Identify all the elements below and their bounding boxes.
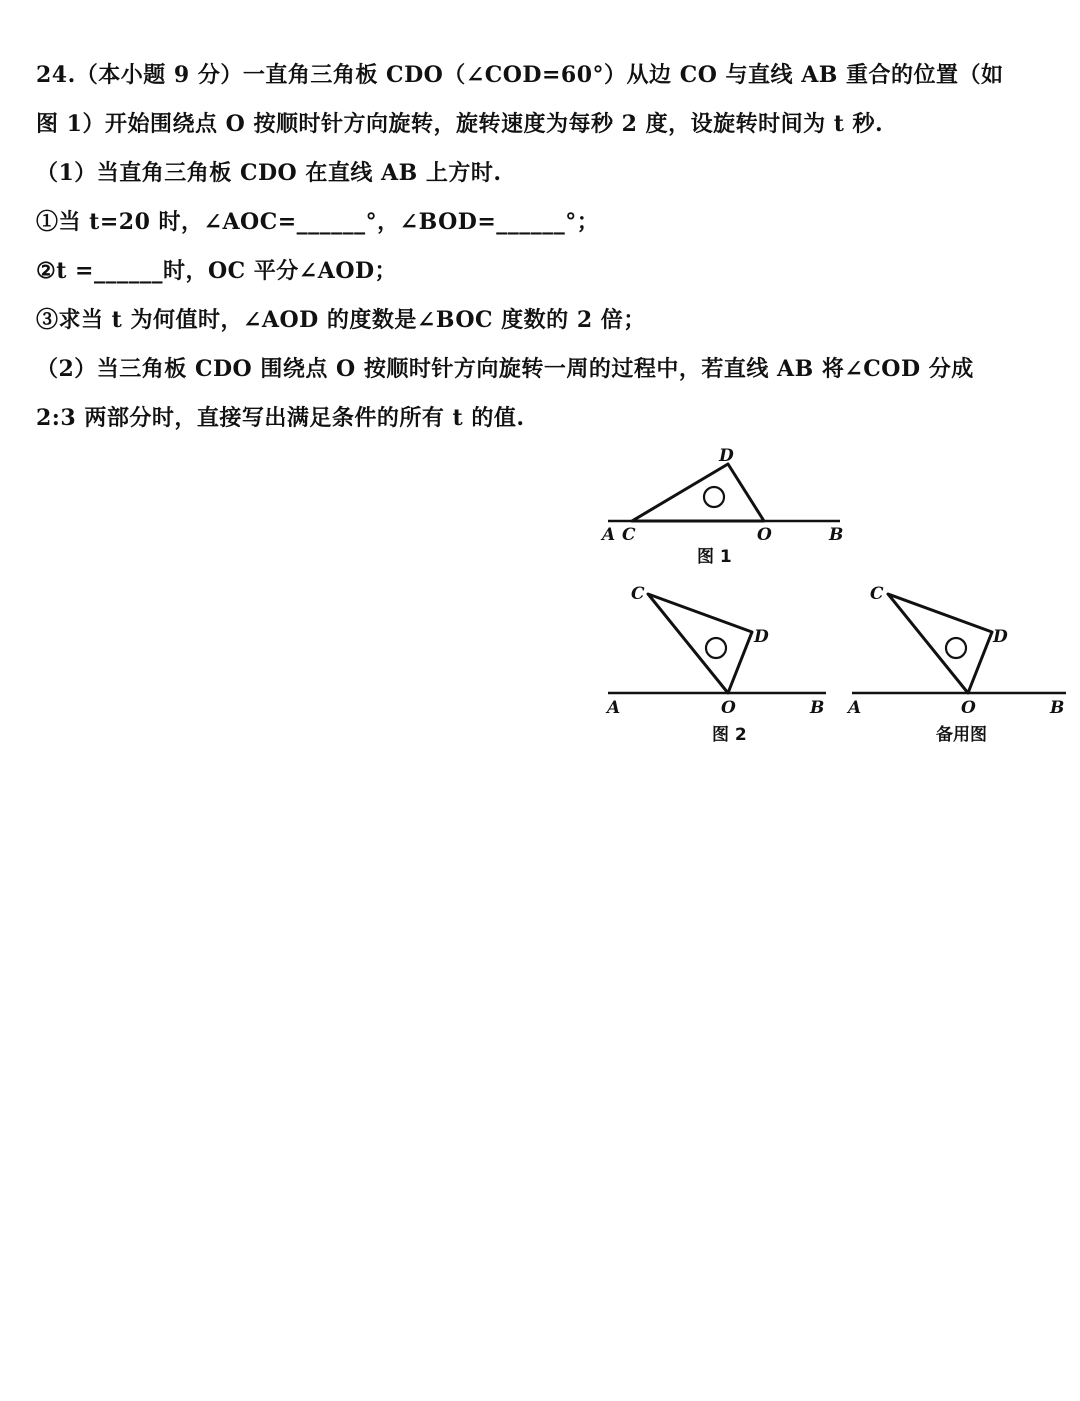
fig3-caption: 备用图 bbox=[936, 725, 987, 745]
fig2-label-b: B bbox=[810, 698, 825, 718]
problem-line-6: ③求当 t 为何值时，∠AOD 的度数是∠BOC 度数的 2 倍； bbox=[36, 307, 646, 333]
fig1-caption: 图 1 bbox=[697, 547, 732, 567]
figure-2 bbox=[605, 584, 826, 745]
fig3-label-c: C bbox=[870, 584, 884, 604]
problem-line-7: （2）当三角板 CDO 围绕点 O 按顺时针方向旋转一周的过程中，若直线 AB 将∠COD 分成 bbox=[36, 356, 974, 382]
fig2-label-c: C bbox=[631, 584, 645, 604]
figures-area bbox=[596, 440, 1080, 750]
fig3-label-b: B bbox=[1050, 698, 1065, 718]
fig1-label-b: B bbox=[829, 525, 844, 545]
fig1-label-o: O bbox=[757, 525, 772, 545]
fig2-hole bbox=[706, 638, 726, 658]
fig3-label-o: O bbox=[961, 698, 976, 718]
problem-line-5: ②t =______时，OC 平分∠AOD； bbox=[36, 258, 398, 284]
fig3-hole bbox=[946, 638, 966, 658]
figures-svg bbox=[596, 440, 1080, 750]
problem-line-3: （1）当直角三角板 CDO 在直线 AB 上方时. bbox=[36, 160, 502, 186]
fig3-triangle bbox=[888, 594, 992, 693]
fig3-label-d: D bbox=[993, 627, 1008, 647]
figure-spare bbox=[846, 584, 1066, 745]
problem-line-4: ①当 t=20 时，∠AOC=______°，∠BOD=______°； bbox=[36, 209, 600, 235]
problem-line-8: 2:3 两部分时，直接写出满足条件的所有 t 的值. bbox=[36, 405, 525, 431]
fig2-label-a: A bbox=[607, 698, 621, 718]
figure-1 bbox=[600, 446, 843, 567]
fig2-label-o: O bbox=[721, 698, 736, 718]
problem-line-1: 24.（本小题 9 分）一直角三角板 CDO（∠COD=60°）从边 CO 与直线 AB 重合的位置（如 bbox=[36, 62, 1004, 88]
fig2-caption: 图 2 bbox=[712, 725, 747, 745]
fig1-hole bbox=[704, 487, 724, 507]
fig2-triangle bbox=[648, 594, 752, 693]
fig3-label-a: A bbox=[848, 698, 862, 718]
fig1-label-d: D bbox=[719, 446, 734, 466]
fig1-label-c: C bbox=[622, 525, 636, 545]
fig2-label-d: D bbox=[754, 627, 769, 647]
fig1-triangle bbox=[632, 464, 764, 521]
problem-line-2: 图 1）开始围绕点 O 按顺时针方向旋转，旋转速度为每秒 2 度，设旋转时间为 t 秒. bbox=[36, 111, 884, 137]
fig1-label-a: A bbox=[602, 525, 616, 545]
